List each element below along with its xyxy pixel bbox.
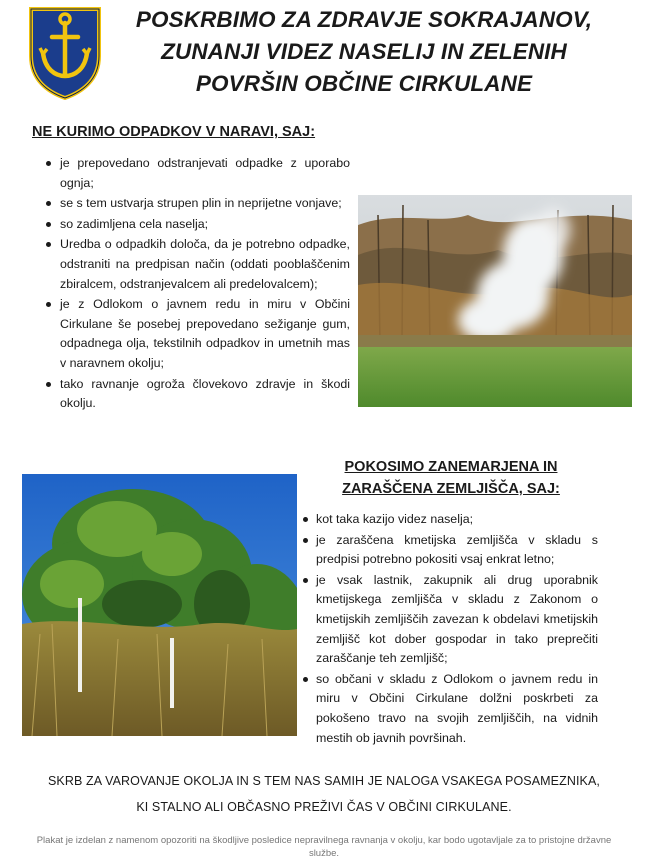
- list-item: so občani v skladu z Odlokom o javnem redu in miru v Občini Cirkulane dolžni poskrbeti za pokošeno travo na svojih zemljiščih, na vidnih mestih ob javnih površinah.: [302, 670, 598, 748]
- overgrown-land-photo: [22, 474, 297, 736]
- footnote: Plakat je izdelan z namenom opozoriti na škodljive posledice nepravilnega ravnanja v okolju, kar bodo ugotavljale za to pristojne državne službe.: [36, 835, 612, 859]
- mowing-reasons-list: [302, 510, 598, 749]
- smoke-photo: [358, 195, 632, 407]
- heading-line: ZARAŠČENA ZEMLJIŠČA, SAJ:: [342, 481, 560, 497]
- list-item: so zadimljena cela naselja;: [44, 215, 350, 235]
- burning-reasons-list: [44, 154, 350, 415]
- title-line: ZUNANJI VIDEZ NASELIJ IN ZELENIH: [161, 39, 567, 64]
- closing-line: KI STALNO ALI OBČASNO PREŽIVI ČAS V OBČINI CIRKULANE.: [136, 800, 512, 814]
- list-item: kot taka kazijo videz naselja;: [302, 510, 598, 530]
- poster-title: [104, 4, 624, 100]
- list-item: Uredba o odpadkih določa, da je potrebno odpadke, odstraniti na predpisan način (oddati pooblaščenim zbiralcem, odstranjevalcem ali predelovalcem);: [44, 235, 350, 294]
- list-item: je prepovedano odstranjevati odpadke z uporabo ognja;: [44, 154, 350, 193]
- heading-line: POKOSIMO ZANEMARJENA IN: [344, 459, 558, 475]
- coat-of-arms-icon: [28, 6, 102, 100]
- title-line: POSKRBIMO ZA ZDRAVJE SOKRAJANOV,: [135, 7, 593, 32]
- closing-line: SKRB ZA VAROVANJE OKOLJA IN S TEM NAS SAMIH JE NALOGA VSAKEGA POSAMEZNIKA,: [48, 774, 600, 788]
- list-item: je zaraščena kmetijska zemljišča v skladu s predpisi potrebno pokositi vsaj enkrat letno;: [302, 531, 598, 570]
- list-item: je vsak lastnik, zakupnik ali drug uporabnik kmetijskega zemljišča v skladu z Zakonom o kmetijskih zemljiščih zavezan k obdelavi kmetijskih zemljišč kot dober gospodar in tako preprečiti zaraščanje teh zemljišč;: [302, 571, 598, 669]
- list-item: je z Odlokom o javnem redu in miru v Občini Cirkulane še posebej prepovedano sežiganje gum, odpadnega olja, tekstilnih odpadkov in umetnih mas v naravnem okolju;: [44, 295, 350, 373]
- section-heading-mowing: [300, 456, 602, 500]
- closing-statement: [0, 768, 648, 820]
- list-item: se s tem ustvarja strupen plin in neprijetne vonjave;: [44, 194, 350, 214]
- list-item: tako ravnanje ogroža človekovo zdravje in škodi okolju.: [44, 375, 350, 414]
- section-heading-burning: NE KURIMO ODPADKOV V NARAVI, SAJ:: [32, 124, 316, 140]
- title-line: POVRŠIN OBČINE CIRKULANE: [195, 71, 533, 96]
